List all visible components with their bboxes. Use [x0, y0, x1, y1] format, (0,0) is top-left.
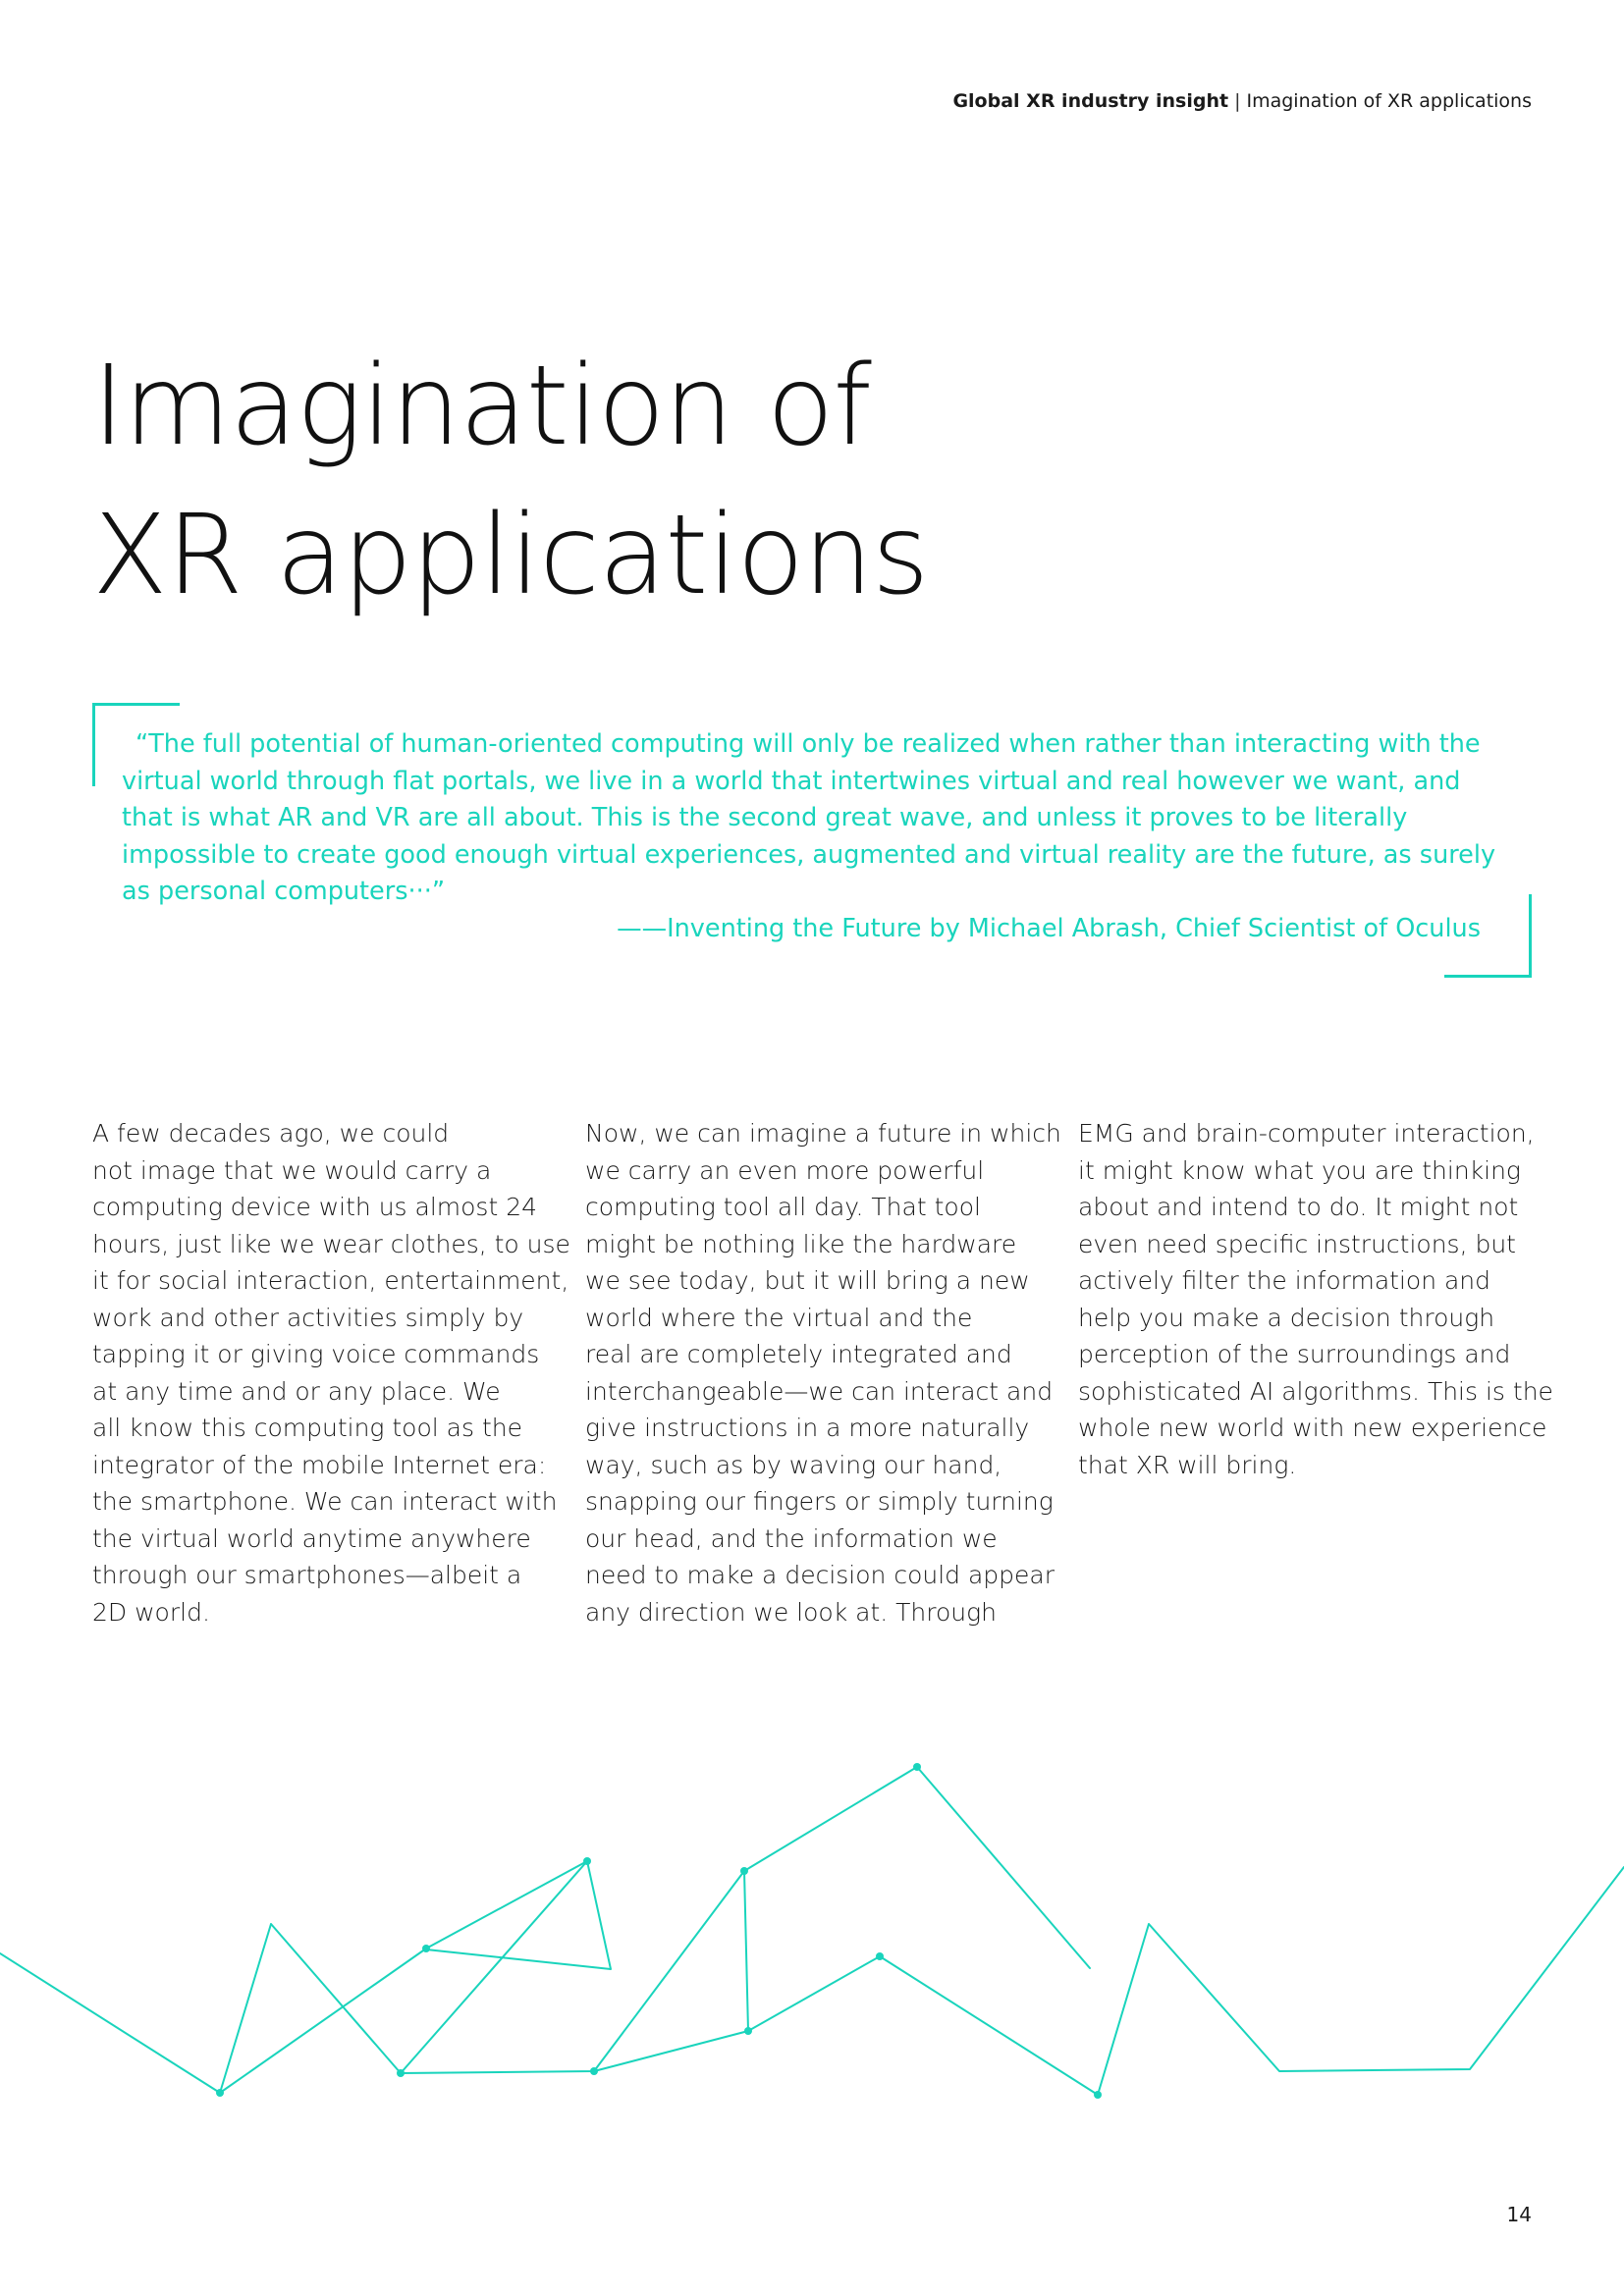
decor-line-left-peak [220, 1861, 611, 2093]
body-line: it might know what you are thinking [1078, 1155, 1521, 1185]
decor-node [590, 2067, 598, 2075]
body-line: hours, just like we wear clothes, to use [92, 1229, 570, 1258]
body-line: it for social interaction, entertainment, [92, 1266, 569, 1295]
network-line-decoration [0, 1747, 1624, 2140]
body-line: any direction we look at. Through [585, 1597, 997, 1627]
quote-text: “The full potential of human-oriented computing will only be realized when rather than interacting with the virtual world through flat portals, we live in a world that intertwines virtual and real however we want, and that is what AR and VR are all about. This is the second great wave, and unless it proves to be literally impossible to create good enough virtual experiences, augmented and virtual reality are the future, as surely as personal computers···” [122, 729, 1496, 906]
decor-line-main [0, 1867, 1624, 2095]
running-header [952, 90, 1532, 112]
body-line: through our smartphones—albeit a [92, 1561, 522, 1589]
body-line: integrator of the mobile Internet era: [92, 1450, 547, 1479]
body-line: we see today, but it will bring a new [585, 1266, 1030, 1295]
decor-node [422, 1945, 430, 1952]
body-line: work and other activities simply by [92, 1303, 524, 1332]
body-line: sophisticated AI algorithms. This is the [1078, 1376, 1553, 1406]
body-line: our head, and the information we [585, 1523, 998, 1553]
body-line: we carry an even more powerful [585, 1155, 985, 1185]
decor-node [1094, 2091, 1102, 2099]
header-chapter: Imagination of XR applications [1246, 90, 1532, 112]
body-line: interchangeable—we can interact and [585, 1376, 1054, 1406]
body-line: all know this computing tool as the [92, 1414, 522, 1442]
decor-node [397, 2069, 405, 2077]
body-line: A few decades ago, we could [92, 1119, 450, 1148]
body-line: computing tool all day. That tool [585, 1193, 981, 1221]
body-line: EMG and brain-computer interaction, [1078, 1119, 1535, 1148]
body-line: actively filter the information and [1078, 1266, 1491, 1295]
pull-quote [92, 703, 1532, 978]
body-line: 2D world. [92, 1597, 210, 1627]
body-line: world where the virtual and the [585, 1303, 973, 1332]
body-line: way, such as by waving our hand, [585, 1450, 1002, 1479]
body-line: even need specific instructions, but [1078, 1229, 1516, 1258]
page-title-line-1: Imagination of [92, 343, 871, 470]
decor-node [913, 1763, 921, 1771]
decor-node [876, 1952, 884, 1960]
decor-line-left-triangle [401, 1861, 587, 2073]
quote-attribution: ——Inventing the Future by Michael Abrash, Chief Scientist of Oculus [617, 914, 1481, 943]
body-line: not image that we would carry a [92, 1155, 492, 1185]
body-line: need to make a decision could appear [585, 1561, 1056, 1589]
body-column-2 [585, 1115, 1061, 1630]
body-line: perception of the surroundings and [1078, 1340, 1511, 1368]
body-line: the smartphone. We can interact with [92, 1487, 558, 1516]
body-line: help you make a decision through [1078, 1303, 1495, 1332]
decor-line-center-peak [744, 1767, 1090, 1968]
body-line: the virtual world anytime anywhere [92, 1523, 531, 1553]
decor-node [744, 2027, 752, 2035]
decor-node [740, 1867, 748, 1875]
body-line: real are completely integrated and [585, 1340, 1012, 1368]
body-line: that XR will bring. [1078, 1450, 1297, 1479]
decor-node [583, 1857, 591, 1865]
body-column-3 [1078, 1115, 1553, 1630]
header-separator: | [1234, 90, 1241, 112]
body-line: give instructions in a more naturally [585, 1414, 1030, 1442]
page-title-line-2: XR applications [92, 492, 929, 619]
body-line: about and intend to do. It might not [1078, 1193, 1519, 1221]
body-line: whole new world with new experience [1078, 1414, 1547, 1442]
page-number: 14 [1506, 2203, 1532, 2226]
body-line: tapping it or giving voice commands [92, 1340, 540, 1368]
body-columns [92, 1115, 1553, 1630]
decor-line-center [594, 1871, 748, 2071]
body-column-1 [92, 1115, 570, 1630]
body-line: Now, we can imagine a future in which [585, 1119, 1061, 1148]
body-line: snapping our fingers or simply turning [585, 1487, 1054, 1516]
body-line: at any time and or any place. We [92, 1376, 501, 1406]
quote-text-block [122, 726, 1506, 911]
body-line: computing device with us almost 24 [92, 1193, 538, 1221]
body-line: might be nothing like the hardware [585, 1229, 1017, 1258]
page-title [92, 332, 928, 630]
decor-node [216, 2089, 224, 2097]
header-section: Global XR industry insight [952, 90, 1229, 112]
